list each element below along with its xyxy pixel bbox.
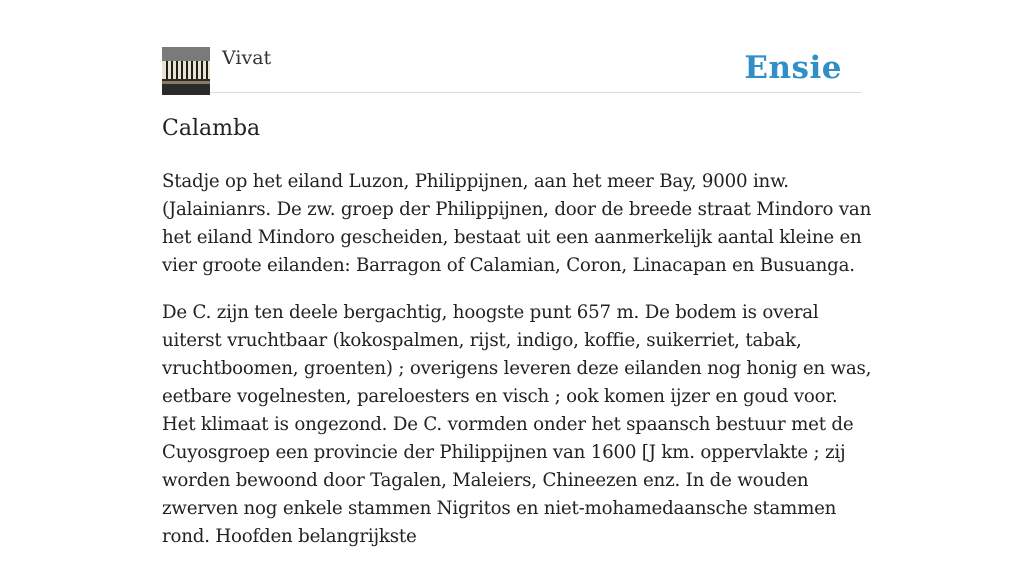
article-paragraph: Stadje op het eiland Luzon, Philippijnen, aan het meer Bay, 9000 inw. (Jalainianrs. De zw. groep der Philippijnen, door de breede straat Mindoro van het eiland Mindoro gescheiden, bestaat uit een aanmerkelijk aantal kleine en vier groote eilanden: Barragon of Calamian, Coron, Linacapan en Busuanga. [162, 171, 872, 276]
article-body [162, 168, 872, 570]
ensie-logo[interactable]: Ensie [744, 50, 842, 86]
author-avatar[interactable] [162, 47, 210, 95]
book-shelf-icon [162, 47, 210, 95]
page-header [162, 46, 862, 93]
article-title: Calamba [162, 116, 261, 141]
article-paragraph: De C. zijn ten deele bergachtig, hoogste punt 657 m. De bodem is overal uiterst vruchtbaar (kokospalmen, rijst, indigo, koffie, suikerriet, tabak, vruchtboomen, groenten) ; overigens leveren deze eilanden nog honig en was, eetbare vogelnesten, pareloesters en visch ; ook komen ijzer en goud voor. Het klimaat is ongezond. De C. vormden onder het spaansch bestuur met de Cuyosgroep een provincie der Philippijnen van 1600 [J km. oppervlakte ; zij worden bewoond door Tagalen, Maleiers, Chineezen enz. In de wouden zwerven nog enkele stammen Nigritos en niet-mohamedaansche stammen rond. Hoofden belangrijkste [162, 302, 872, 547]
author-name[interactable]: Vivat [222, 47, 272, 69]
